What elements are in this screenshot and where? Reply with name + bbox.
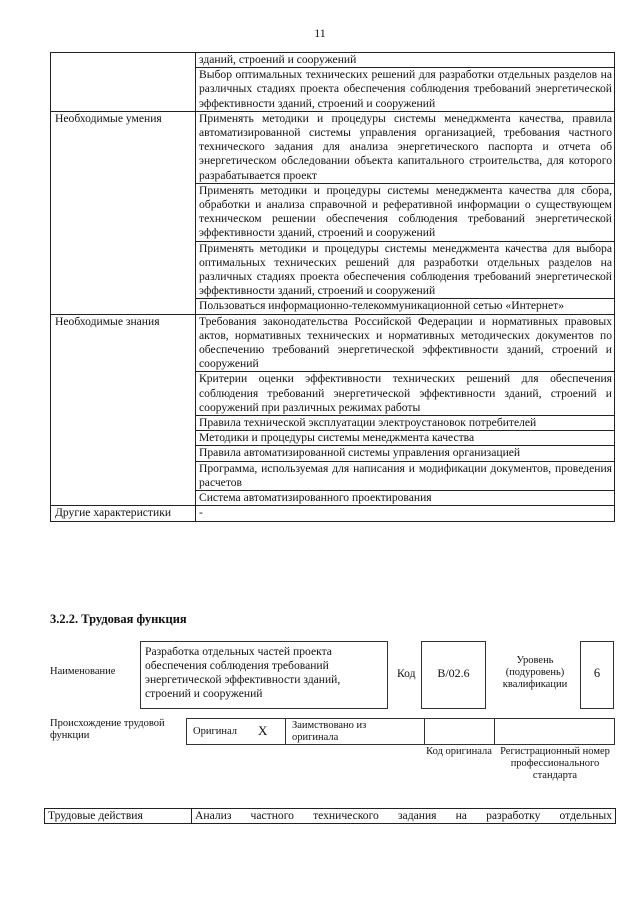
row-label: Необходимые умения xyxy=(51,111,196,314)
level-label: Уровень (подуровень) квалификации xyxy=(502,655,568,690)
code-box xyxy=(421,641,486,709)
row-label: Другие характеристики xyxy=(51,506,196,521)
original-mark: X xyxy=(258,723,268,738)
actions-table xyxy=(44,808,616,824)
reg-caption: Регистрационный номер профессионального стандарта xyxy=(500,746,610,781)
row-text: Программа, используемая для написания и модификации документов, проведения расчетов xyxy=(196,461,615,490)
code-caption: Код оригинала xyxy=(426,746,492,757)
row-text: Выбор оптимальных технических решений для разработки отдельных разделов на различных стадиях проекта обеспечения соблюдения требований энергетической эффективности зданий, строений и сооружений xyxy=(196,68,615,112)
row-text: Правила автоматизированной системы управления организацией xyxy=(196,446,615,461)
row-text: - xyxy=(196,506,615,521)
row-label xyxy=(51,53,196,112)
actions-label: Трудовые действия xyxy=(45,809,192,824)
level-box xyxy=(580,641,614,709)
row-text: Правила технической эксплуатации электроустановок потребителей xyxy=(196,416,615,431)
row-text: Применять методики и процедуры системы менеджмента качества для сбора, обработки и анализа справочной и реферативной информации о существующем техническом решении обеспечения соблюдения требований энергетической эффективности зданий, строений и сооружений xyxy=(196,183,615,241)
code-label: Код xyxy=(397,667,416,680)
row-text: Критерии оценки эффективности технических решений для обеспечения соблюдения требований энергетической эффективности зданий, строений и сооружений при различных режимах работы xyxy=(196,372,615,416)
table-row xyxy=(51,506,615,521)
table-row xyxy=(51,111,615,183)
function-name-value: Разработка отдельных частей проекта обеспечения соблюдения требований энергетической эффективности зданий, строений и сооружений xyxy=(145,645,341,700)
row-text: Применять методики и процедуры системы менеджмента качества для выбора оптимальных технических решений для разработки отдельных разделов на различных стадиях проекта обеспечения соблюдения требований энергетической эффективности зданий, строений и сооружений xyxy=(196,241,615,299)
origin-label: Происхождение трудовой функции xyxy=(50,718,165,741)
row-text: Требования законодательства Российской Федерации и нормативных правовых актов, нормативных технических и нормативных методических документов по обеспечению требований энергетической эффективности зданий, строений и сооружений xyxy=(196,314,615,372)
page-number: 11 xyxy=(314,26,326,40)
name-label: Наименование xyxy=(50,666,116,677)
origin-divider-1 xyxy=(285,718,286,745)
table-row xyxy=(51,53,615,68)
row-text: зданий, строений и сооружений xyxy=(196,53,615,68)
actions-text: Анализ частного технического задания на разработку отдельных xyxy=(192,809,616,824)
origin-divider-3 xyxy=(494,718,495,745)
requirements-table xyxy=(50,52,615,522)
code-value: В/02.6 xyxy=(437,666,470,680)
row-text: Применять методики и процедуры системы менеджмента качества, правила автоматизированной системы управления организацией, требования частного технического задания для анализа энергетического паспорта и отчета об энергетическом обследовании объекта капитального строительства, для которого разрабатывается проект xyxy=(196,111,615,183)
row-text: Пользоваться информационно-телекоммуникационной сетью «Интернет» xyxy=(196,299,615,314)
row-label: Необходимые знания xyxy=(51,314,196,506)
original-label: Оригинал xyxy=(193,726,237,737)
section-heading: 3.2.2. Трудовая функция xyxy=(50,612,187,626)
borrowed-label: Заимствовано из оригинала xyxy=(292,720,367,743)
level-value: 6 xyxy=(593,666,601,680)
function-name-box xyxy=(140,641,388,709)
row-text: Методики и процедуры системы менеджмента качества xyxy=(196,431,615,446)
origin-divider-2 xyxy=(424,718,425,745)
table-row xyxy=(51,314,615,372)
row-text: Система автоматизированного проектирования xyxy=(196,491,615,506)
